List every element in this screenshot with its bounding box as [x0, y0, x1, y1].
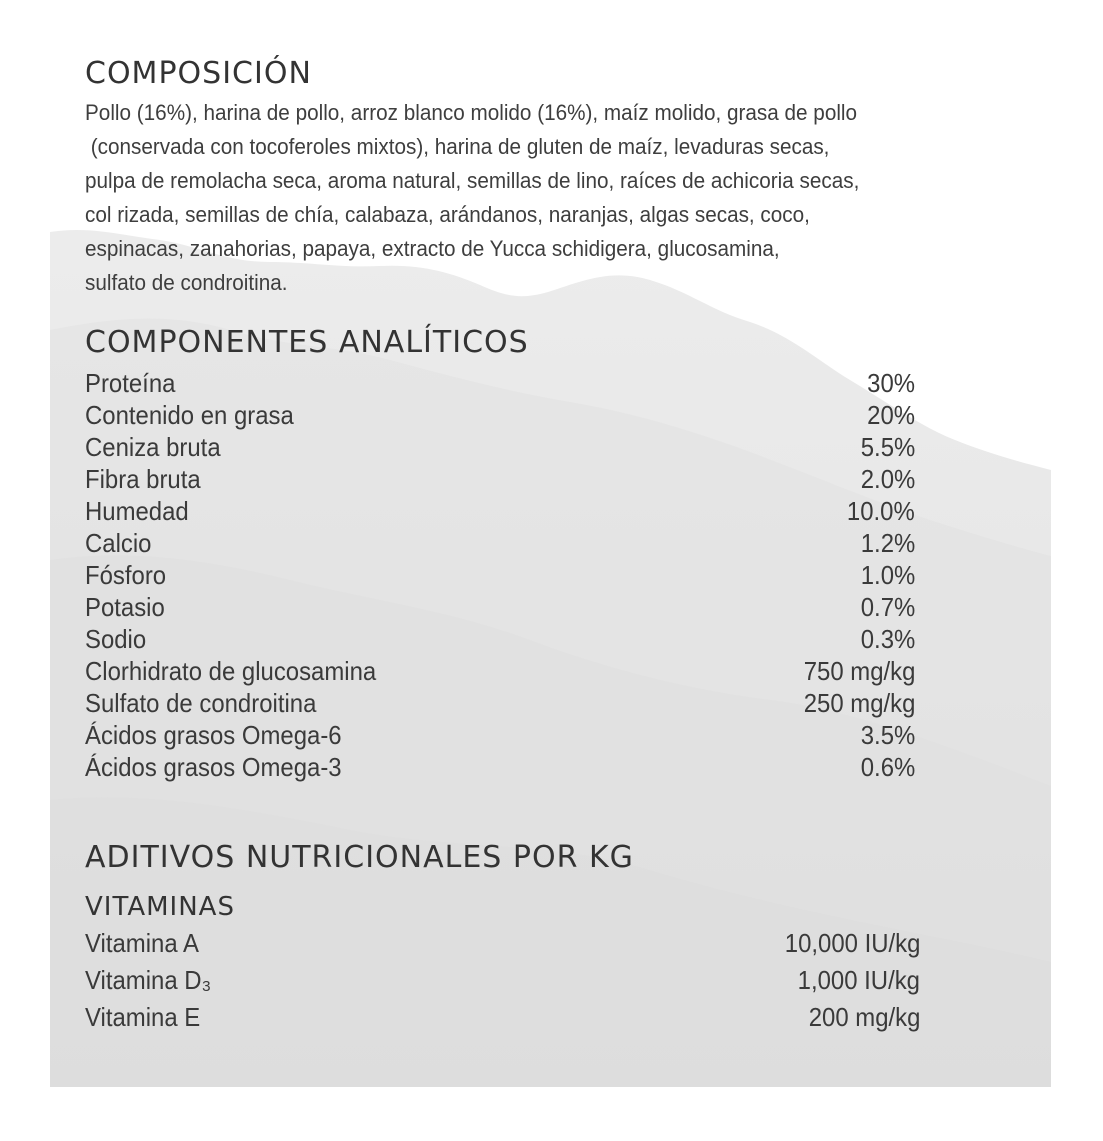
- row-label: Contenido en grasa: [85, 400, 294, 430]
- analitico-row: [85, 368, 915, 400]
- analitico-row: [85, 688, 915, 720]
- nutrition-panel: [50, 0, 1051, 1087]
- composicion-text: [85, 96, 1042, 300]
- composicion-title: COMPOSICIÓN: [85, 56, 312, 91]
- analitico-row: [85, 720, 915, 752]
- row-value: 5.5%: [860, 432, 915, 462]
- row-value: 0.7%: [860, 592, 915, 622]
- composicion-line: (conservada con tocoferoles mixtos), harina de gluten de maíz, levaduras secas,: [85, 134, 830, 159]
- vitamina-row: [85, 928, 920, 965]
- analitico-row: [85, 560, 915, 592]
- vitamina-row: [85, 965, 920, 1002]
- row-label: Vitamina E: [85, 1002, 201, 1032]
- aditivos-title: ADITIVOS NUTRICIONALES POR KG: [85, 840, 634, 875]
- row-label: Ácidos grasos Omega-3: [85, 752, 342, 782]
- row-value: 1,000 IU/kg: [797, 965, 920, 995]
- row-value: 1.0%: [860, 560, 915, 590]
- row-value: 0.6%: [860, 752, 915, 782]
- analitico-row: [85, 592, 915, 624]
- analiticos-title: COMPONENTES ANALÍTICOS: [85, 325, 529, 360]
- composicion-line: espinacas, zanahorias, papaya, extracto de Yucca schidigera, glucosamina,: [85, 236, 780, 261]
- analiticos-list: [85, 368, 915, 784]
- row-value: 30%: [867, 368, 915, 398]
- analitico-row: [85, 464, 915, 496]
- row-value: 250 mg/kg: [803, 688, 915, 718]
- vitaminas-list: [85, 928, 920, 1039]
- row-label: Ácidos grasos Omega-6: [85, 720, 342, 750]
- panel-content: [50, 0, 1051, 1087]
- analitico-row: [85, 528, 915, 560]
- row-label: Ceniza bruta: [85, 432, 221, 462]
- analitico-row: [85, 400, 915, 432]
- row-value: 200 mg/kg: [808, 1002, 920, 1032]
- vitamina-row: [85, 1002, 920, 1039]
- row-value: 750 mg/kg: [803, 656, 915, 686]
- analitico-row: [85, 752, 915, 784]
- row-value: 1.2%: [860, 528, 915, 558]
- row-value: 10.0%: [847, 496, 915, 526]
- analitico-row: [85, 432, 915, 464]
- row-label: Humedad: [85, 496, 189, 526]
- row-label: Vitamina D₃: [85, 965, 212, 995]
- row-label: Sodio: [85, 624, 147, 654]
- analitico-row: [85, 656, 915, 688]
- row-label: Calcio: [85, 528, 152, 558]
- analitico-row: [85, 624, 915, 656]
- row-label: Vitamina A: [85, 928, 199, 958]
- analitico-row: [85, 496, 915, 528]
- row-label: Clorhidrato de glucosamina: [85, 656, 377, 686]
- row-label: Fibra bruta: [85, 464, 201, 494]
- composicion-line: Pollo (16%), harina de pollo, arroz blanco molido (16%), maíz molido, grasa de pollo: [85, 100, 858, 125]
- composicion-line: col rizada, semillas de chía, calabaza, arándanos, naranjas, algas secas, coco,: [85, 202, 810, 227]
- row-value: 2.0%: [860, 464, 915, 494]
- row-label: Fósforo: [85, 560, 167, 590]
- vitaminas-title: VITAMINAS: [85, 892, 235, 922]
- row-label: Potasio: [85, 592, 165, 622]
- row-value: 3.5%: [860, 720, 915, 750]
- row-value: 10,000 IU/kg: [784, 928, 920, 958]
- row-label: Proteína: [85, 368, 176, 398]
- row-label: Sulfato de condroitina: [85, 688, 317, 718]
- composicion-line: sulfato de condroitina.: [85, 270, 288, 295]
- row-value: 20%: [867, 400, 915, 430]
- composicion-line: pulpa de remolacha seca, aroma natural, semillas de lino, raíces de achicoria secas,: [85, 168, 860, 193]
- row-value: 0.3%: [860, 624, 915, 654]
